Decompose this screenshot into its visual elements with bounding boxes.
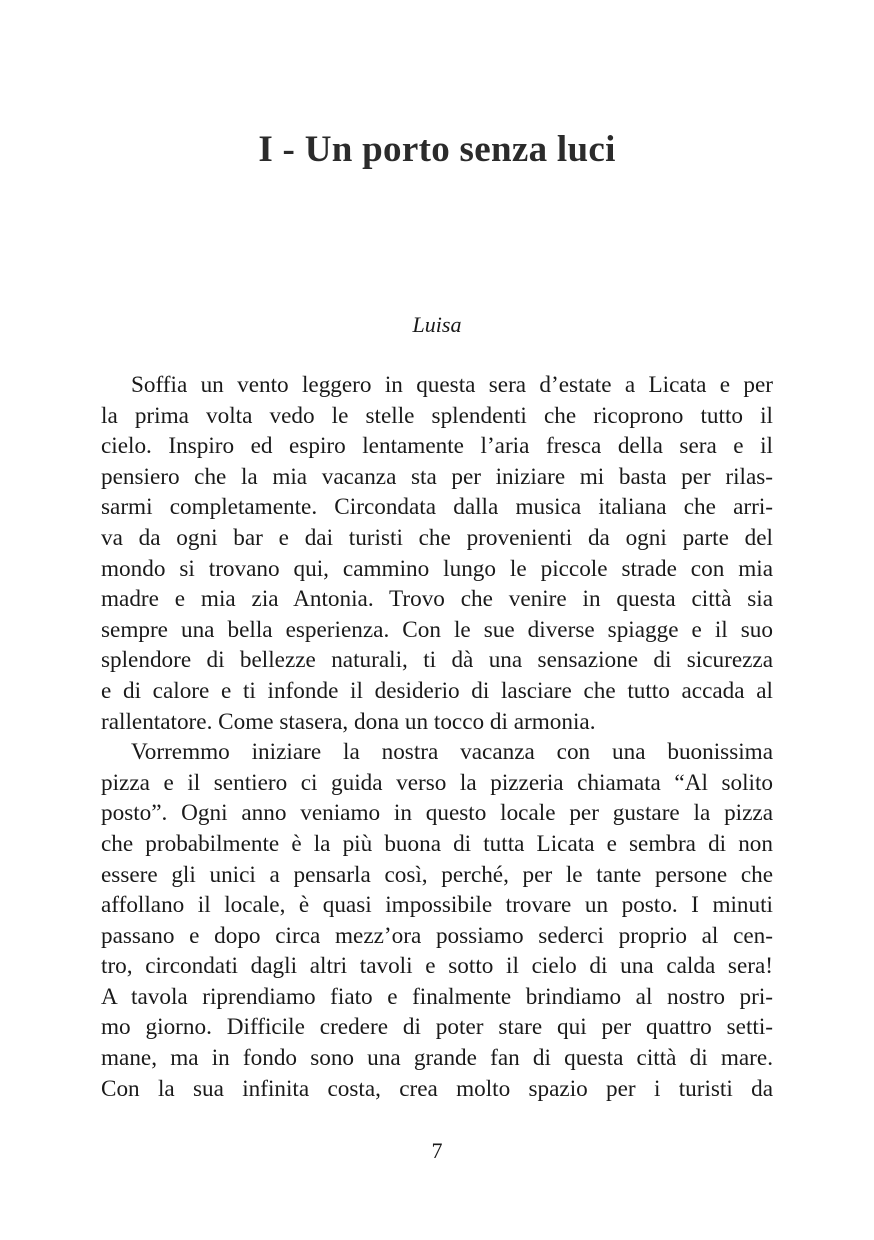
paragraph-1-line-12: rallentatore. Come stasera, dona un tocco di armonia. [101,708,596,735]
paragraph-2-line-4: che probabilmente è la più buona di tutta Licata e sembra di non [101,830,773,857]
paragraph-1-line-7: mondo si trovano qui, cammino lungo le piccole strade con mia [101,555,773,582]
paragraph-2-line-12: Con la sua infinita costa, crea molto spazio per i turisti da [101,1075,773,1102]
page-number: 7 [431,1138,443,1163]
paragraph-1-line-4: pensiero che la mia vacanza sta per iniziare mi basta per rilas- [101,463,773,490]
chapter-title: I - Un porto senza luci [258,129,616,170]
paragraph-1-line-11: e di calore e ti infonde il desiderio di lasciare che tutto accada al [101,677,773,704]
paragraph-1-line-5: sarmi completamente. Circondata dalla musica italiana che arri- [101,494,773,521]
paragraph-1-line-1: Soffia un vento leggero in questa sera d’estate a Licata e per [131,372,773,398]
paragraph-2-line-5: essere gli unici a pensarla così, perché, per le tante persone che [101,861,773,888]
paragraph-2-line-8: tro, circondati dagli altri tavoli e sotto il cielo di una calda sera! [101,953,773,980]
narrator-heading: Luisa [412,312,462,337]
paragraph-1-line-3: cielo. Inspiro ed espiro lentamente l’aria fresca della sera e il [101,433,773,460]
paragraph-2-line-7: passano e dopo circa mezz’ora possiamo sederci proprio al cen- [101,922,773,949]
paragraph-2-line-9: A tavola riprendiamo fiato e finalmente brindiamo al nostro pri- [101,983,773,1010]
paragraph-1-line-9: sempre una bella esperienza. Con le sue diverse spiagge e il suo [101,616,773,643]
paragraph-2-line-3: posto”. Ogni anno veniamo in questo locale per gustare la pizza [101,800,773,827]
paragraph-1-line-6: va da ogni bar e dai turisti che provenienti da ogni parte del [101,524,773,551]
paragraph-2-line-11: mane, ma in fondo sono una grande fan di questa città di mare. [101,1045,773,1072]
paragraph-2-line-6: affollano il locale, è quasi impossibile trovare un posto. I minuti [101,892,773,919]
paragraph-2-line-1: Vorremmo iniziare la nostra vacanza con una buonissima [131,739,773,766]
paragraph-1-line-2: la prima volta vedo le stelle splendenti che ricoprono tutto il [101,402,773,429]
body-text [101,370,773,1104]
paragraph-1-line-10: splendore di bellezze naturali, ti dà una sensazione di sicurezza [101,647,773,674]
paragraph-2-line-2: pizza e il sentiero ci guida verso la pizzeria chiamata “Al solito [101,769,773,796]
paragraph-2-line-10: mo giorno. Difficile credere di poter stare qui per quattro setti- [101,1014,773,1041]
paragraph-1-line-8: madre e mia zia Antonia. Trovo che venire in questa città sia [101,586,773,613]
